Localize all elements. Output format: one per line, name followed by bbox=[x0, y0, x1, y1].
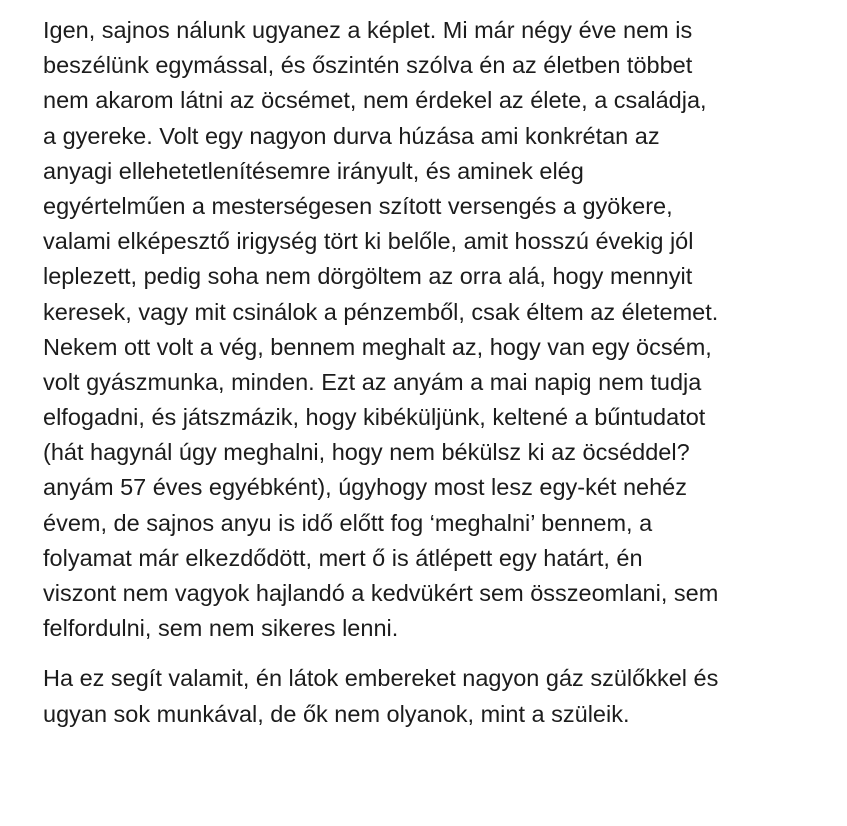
text-line: valami elképesztő irigység tört ki belőle, amit hosszú évekig jól bbox=[43, 228, 694, 255]
text-line: Nekem ott volt a vég, bennem meghalt az, hogy van egy öcsém, bbox=[43, 333, 712, 360]
text-line: keresek, vagy mit csinálok a pénzemből, csak éltem az életemet. bbox=[43, 298, 719, 325]
text-line: nem akarom látni az öcsémet, nem érdekel az élete, a családja, bbox=[43, 87, 707, 114]
paragraph-1 bbox=[43, 13, 843, 646]
text-line: Ha ez segít valamit, én látok embereket nagyon gáz szülőkkel és bbox=[43, 665, 719, 692]
text-line: Igen, sajnos nálunk ugyanez a képlet. Mi már négy éve nem is bbox=[43, 17, 693, 43]
text-line: évem, de sajnos anyu is idő előtt fog ‘meghalni’ bennem, a bbox=[43, 509, 653, 536]
text-line: elfogadni, és játszmázik, hogy kibéküljünk, keltené a bűntudatot bbox=[43, 404, 706, 431]
comment-body bbox=[43, 13, 843, 732]
text-line: leplezett, pedig soha nem dörgöltem az orra alá, hogy mennyit bbox=[43, 263, 693, 290]
text-line: ugyan sok munkával, de ők nem olyanok, mint a szüleik. bbox=[43, 700, 630, 727]
text-line: egyértelműen a mesterségesen szított versengés a gyökere, bbox=[43, 192, 673, 219]
text-line: beszélünk egymással, és őszintén szólva én az életben többet bbox=[43, 52, 693, 79]
paragraph-2 bbox=[43, 661, 843, 731]
text-line: volt gyászmunka, minden. Ezt az anyám a mai napig nem tudja bbox=[43, 368, 702, 395]
text-line: folyamat már elkezdődött, mert ő is átlépett egy határt, én bbox=[43, 544, 643, 571]
text-line: (hát hagynál úgy meghalni, hogy nem békülsz ki az öcséddel? bbox=[43, 439, 690, 466]
text-line: viszont nem vagyok hajlandó a kedvükért sem összeomlani, sem bbox=[43, 580, 719, 606]
text-line: anyám 57 éves egyébként), úgyhogy most lesz egy-két nehéz bbox=[43, 474, 688, 501]
text-line: felfordulni, sem nem sikeres lenni. bbox=[43, 615, 399, 642]
text-line: anyagi ellehetetlenítésemre irányult, és aminek elég bbox=[43, 157, 584, 184]
text-line: a gyereke. Volt egy nagyon durva húzása ami konkrétan az bbox=[43, 122, 660, 149]
